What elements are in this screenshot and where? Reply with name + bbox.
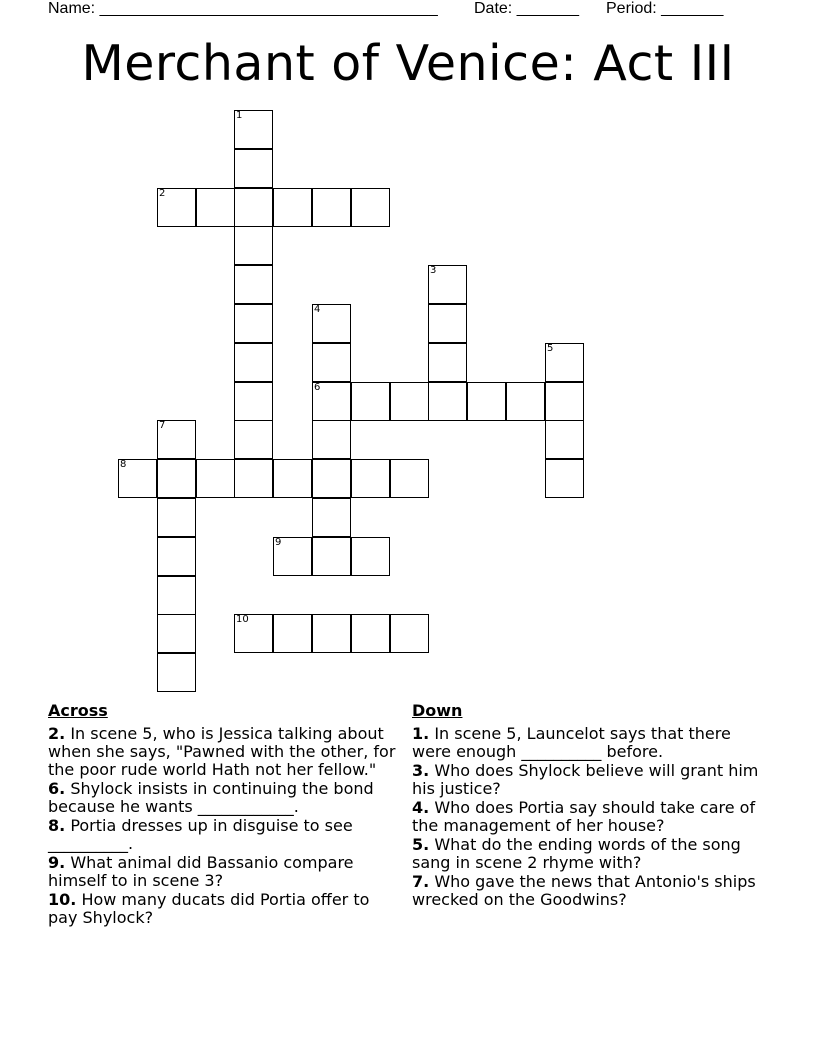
crossword-cell[interactable] <box>312 188 351 227</box>
crossword-cell[interactable] <box>351 382 390 421</box>
clue-number: 7. <box>412 872 430 891</box>
clue-number: 2. <box>48 724 66 743</box>
clue-number-label: 8 <box>120 459 127 470</box>
crossword-cell-10[interactable] <box>234 614 273 653</box>
crossword-cell[interactable] <box>428 304 467 343</box>
clue-text: Who gave the news that Antonio's ships wrecked on the Goodwins? <box>412 872 756 909</box>
crossword-cell-5[interactable] <box>545 343 584 382</box>
clue-text: How many ducats did Portia offer to pay Shylock? <box>48 890 370 927</box>
crossword-cell[interactable] <box>234 459 273 498</box>
across-clues <box>48 702 398 928</box>
crossword-cell[interactable] <box>234 226 273 265</box>
crossword-cell[interactable] <box>467 382 506 421</box>
crossword-cell[interactable] <box>234 149 273 188</box>
crossword-cell[interactable] <box>157 537 196 576</box>
crossword-cell[interactable] <box>234 343 273 382</box>
across-clue <box>48 817 398 853</box>
down-clue <box>412 799 762 835</box>
crossword-cell[interactable] <box>273 614 312 653</box>
crossword-cell-4[interactable] <box>312 304 351 343</box>
clue-text: Who does Shylock believe will grant him his justice? <box>412 761 759 798</box>
clue-number-label: 10 <box>236 614 249 625</box>
crossword-cell[interactable] <box>390 382 429 421</box>
clue-number: 6. <box>48 779 66 798</box>
clue-text: Who does Portia say should take care of the management of her house? <box>412 798 756 835</box>
clue-number: 4. <box>412 798 430 817</box>
clue-number-label: 5 <box>547 343 554 354</box>
crossword-cell[interactable] <box>157 576 196 615</box>
clue-number: 1. <box>412 724 430 743</box>
clue-number-label: 7 <box>159 420 166 431</box>
crossword-cell-2[interactable] <box>157 188 196 227</box>
clue-text: In scene 5, Launcelot says that there were enough __________ before. <box>412 724 731 761</box>
crossword-cell[interactable] <box>157 498 196 537</box>
clue-number-label: 3 <box>430 265 437 276</box>
crossword-cell[interactable] <box>234 420 273 459</box>
crossword-cell[interactable] <box>351 459 390 498</box>
clue-number-label: 6 <box>314 382 321 393</box>
crossword-cell-3[interactable] <box>428 265 467 304</box>
crossword-cell[interactable] <box>351 614 390 653</box>
crossword-cell[interactable] <box>273 459 312 498</box>
across-clue <box>48 891 398 927</box>
crossword-cell[interactable] <box>390 459 429 498</box>
crossword-cell[interactable] <box>545 420 584 459</box>
crossword-cell[interactable] <box>273 188 312 227</box>
crossword-cell[interactable] <box>312 343 351 382</box>
across-clue <box>48 780 398 816</box>
crossword-cell[interactable] <box>157 614 196 653</box>
page-title: Merchant of Venice: Act III <box>81 35 735 92</box>
crossword-cell[interactable] <box>390 614 429 653</box>
down-heading: Down <box>412 701 463 720</box>
crossword-cell[interactable] <box>312 459 351 498</box>
clue-number: 8. <box>48 816 66 835</box>
crossword-cell[interactable] <box>312 498 351 537</box>
clue-number: 5. <box>412 835 430 854</box>
crossword-cell-7[interactable] <box>157 420 196 459</box>
name-field-label: Name: ______________________________________ <box>48 0 438 17</box>
crossword-cell[interactable] <box>312 537 351 576</box>
across-clue <box>48 725 398 779</box>
clue-text: Portia dresses up in disguise to see __________. <box>48 816 353 853</box>
down-clue <box>412 725 762 761</box>
crossword-cell[interactable] <box>234 382 273 421</box>
down-clues <box>412 702 762 910</box>
across-heading: Across <box>48 701 108 720</box>
clue-number-label: 4 <box>314 304 321 315</box>
down-clue <box>412 762 762 798</box>
crossword-cell[interactable] <box>157 653 196 692</box>
crossword-cell[interactable] <box>234 265 273 304</box>
crossword-cell-6[interactable] <box>312 382 351 421</box>
clue-number: 9. <box>48 853 66 872</box>
crossword-cell[interactable] <box>351 537 390 576</box>
crossword-cell[interactable] <box>545 459 584 498</box>
crossword-cell[interactable] <box>506 382 545 421</box>
crossword-cell[interactable] <box>545 382 584 421</box>
down-clue <box>412 836 762 872</box>
crossword-cell[interactable] <box>196 459 235 498</box>
crossword-cell[interactable] <box>428 343 467 382</box>
clue-number-label: 9 <box>275 537 282 548</box>
down-clue <box>412 873 762 909</box>
crossword-cell[interactable] <box>196 188 235 227</box>
clue-number-label: 2 <box>159 188 166 199</box>
period-field-label: Period: _______ <box>606 0 724 17</box>
crossword-cell-8[interactable] <box>118 459 157 498</box>
crossword-cell[interactable] <box>234 304 273 343</box>
across-clue <box>48 854 398 890</box>
clue-text: In scene 5, who is Jessica talking about when she says, "Pawned with the other, for the poor rude world Hath not her fellow." <box>48 724 396 779</box>
crossword-cell[interactable] <box>157 459 196 498</box>
crossword-cell[interactable] <box>351 188 390 227</box>
crossword-cell[interactable] <box>312 420 351 459</box>
date-field-label: Date: _______ <box>474 0 579 17</box>
clue-text: Shylock insists in continuing the bond because he wants ____________. <box>48 779 374 816</box>
clue-text: What animal did Bassanio compare himself to in scene 3? <box>48 853 354 890</box>
crossword-cell[interactable] <box>312 614 351 653</box>
clue-number: 10. <box>48 890 77 909</box>
crossword-cell-1[interactable] <box>234 110 273 149</box>
clue-number: 3. <box>412 761 430 780</box>
clue-text: What do the ending words of the song sang in scene 2 rhyme with? <box>412 835 741 872</box>
clue-number-label: 1 <box>236 110 243 121</box>
crossword-cell[interactable] <box>428 382 467 421</box>
crossword-cell[interactable] <box>234 188 273 227</box>
crossword-cell-9[interactable] <box>273 537 312 576</box>
